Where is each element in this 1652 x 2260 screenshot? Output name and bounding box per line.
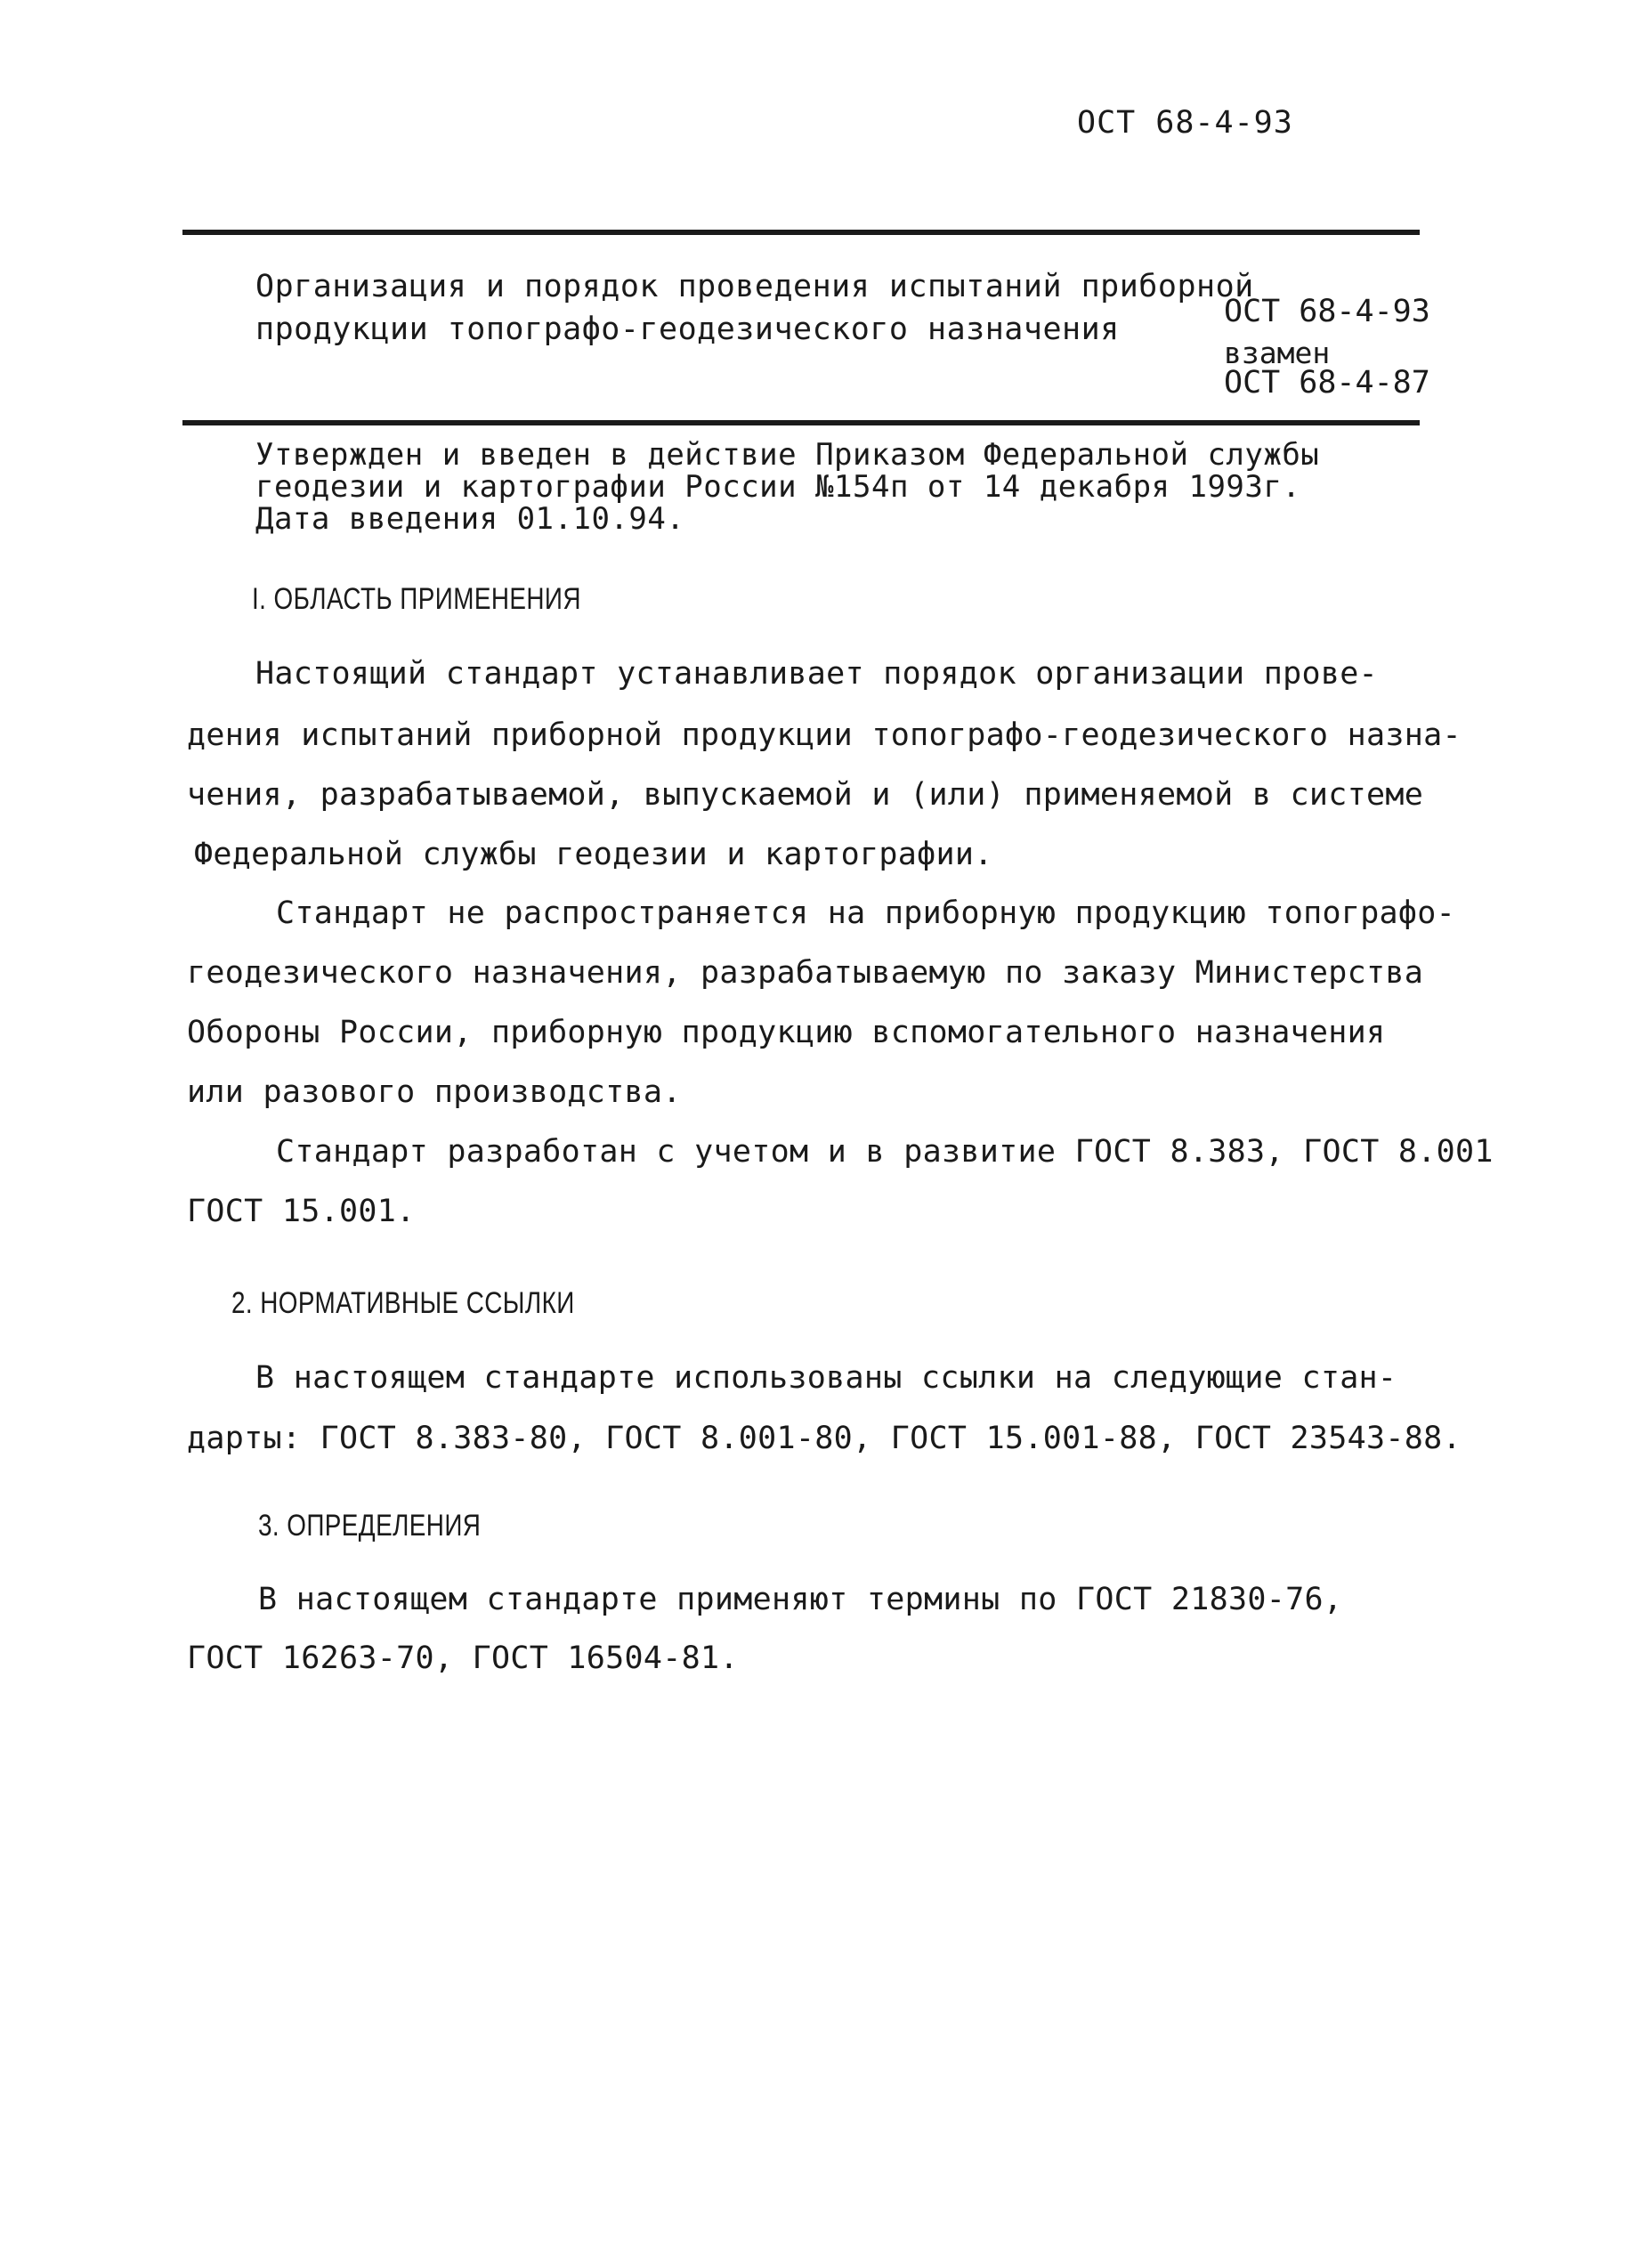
replaces-label: взамен [1224, 336, 1331, 370]
title-block-bottom-rule [182, 420, 1420, 425]
section-1-line-5: Стандарт не распространяется на приборную продукцию топографо- [276, 895, 1456, 931]
section-1-heading: I. ОБЛАСТЬ ПРИМЕНЕНИЯ [252, 582, 581, 616]
section-2-heading: 2. НОРМАТИВНЫЕ ССЫЛКИ [231, 1286, 575, 1320]
section-2-line-2: дарты: ГОСТ 8.383-80, ГОСТ 8.001-80, ГОСТ 15.001-88, ГОСТ 23543-88. [187, 1421, 1462, 1456]
approval-line-3: Дата введения 01.10.94. [255, 501, 685, 537]
document-title-line-2: продукции топографо-геодезического назначения [255, 312, 1120, 347]
approval-line-2: геодезии и картографии России №154п от 14 декабря 1993г. [255, 469, 1301, 505]
section-3-line-2: ГОСТ 16263-70, ГОСТ 16504-81. [187, 1640, 739, 1676]
section-1-line-8: или разового производства. [187, 1074, 682, 1110]
approval-line-1: Утвержден и введен в действие Приказом Федеральной службы [255, 437, 1320, 473]
document-code-header: ОСТ 68-4-93 [1077, 105, 1293, 141]
standard-code: ОСТ 68-4-93 [1224, 294, 1430, 329]
section-1-line-3: чения, разрабатываемой, выпускаемой и (или) применяемой в системе [187, 777, 1424, 813]
section-2-line-1: В настоящем стандарте использованы ссылки на следующие стан- [255, 1360, 1397, 1396]
section-1-line-6: геодезического назначения, разрабатываемую по заказу Министерства [187, 955, 1424, 991]
section-1-line-2: дения испытаний приборной продукции топографо-геодезического назна- [187, 717, 1462, 753]
section-1-line-9: Стандарт разработан с учетом и в развитие ГОСТ 8.383, ГОСТ 8.001 [276, 1134, 1494, 1170]
section-1-line-7: Обороны России, приборную продукцию вспомогательного назначения [187, 1015, 1386, 1050]
section-1-line-4: Федеральной службы геодезии и картографии. [194, 837, 993, 872]
section-1-line-10: ГОСТ 15.001. [187, 1194, 416, 1229]
section-3-line-1: В настоящем стандарте применяют термины по ГОСТ 21830-76, [258, 1582, 1343, 1617]
document-title-line-1: Организация и порядок проведения испытаний приборной [255, 269, 1254, 304]
section-3-heading: 3. ОПРЕДЕЛЕНИЯ [258, 1509, 482, 1543]
replaced-standard-code: ОСТ 68-4-87 [1224, 365, 1430, 401]
title-block-top-rule [182, 230, 1420, 235]
section-1-line-1: Настоящий стандарт устанавливает порядок организации прове- [255, 656, 1378, 692]
